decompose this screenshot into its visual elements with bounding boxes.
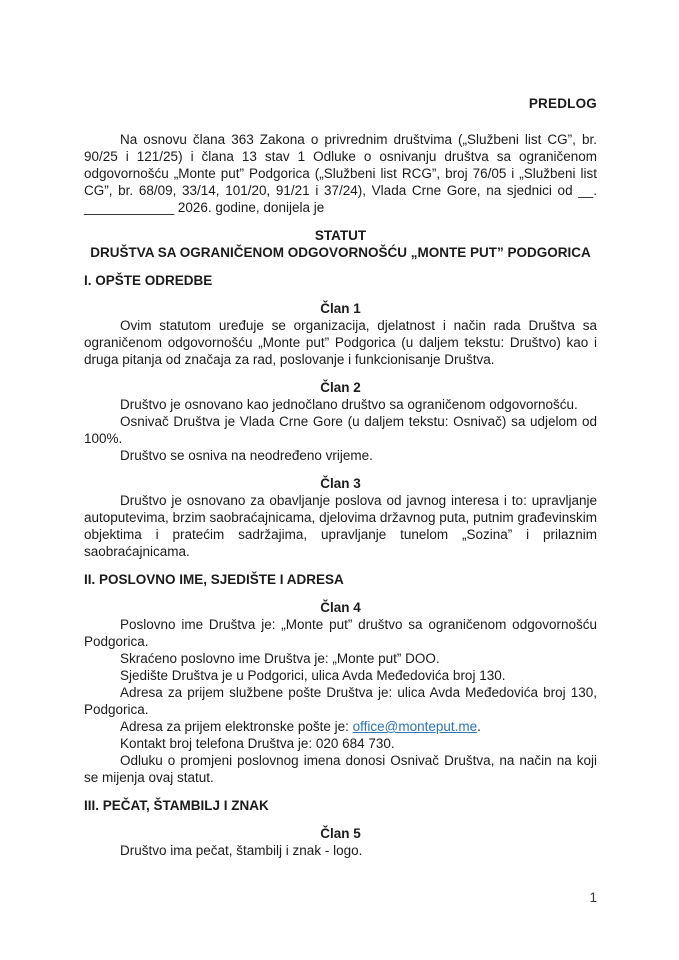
article-clan-4-paragraph-1: Poslovno ime Društva je: „Monte put” društvo sa ograničenom odgovornošću Podgorica.: [84, 617, 597, 649]
article-heading-clan-2: Član 2: [320, 380, 361, 395]
article-clan-4-paragraph-2: Skraćeno poslovno ime Društva je: „Monte put” DOO.: [120, 651, 440, 666]
section-heading-poslovno-ime: II. POSLOVNO IME, SJEDIŠTE I ADRESA: [84, 572, 344, 587]
document-title: [84, 227, 597, 261]
document-title-line1: STATUT: [314, 228, 367, 243]
article-clan-5-paragraph-1: Društvo ima pečat, štambilj i znak - logo.: [120, 843, 363, 858]
email-link[interactable]: office@monteput.me: [352, 719, 478, 734]
article-heading-clan-3: Član 3: [320, 476, 361, 491]
article-clan-3-paragraph-1: Društvo je osnovano za obavljanje poslova od javnog interesa i to: upravljanje autoputevima, brzim saobraćajnicama, djelovima državnog puta, putnim građevinskim objektima i pratećim sadržajima, upravljanje tunelom „Sozina” i prilaznim saobraćajnicama.: [84, 493, 597, 559]
article-clan-4-paragraph-4: Adresa za prijem službene pošte Društva je: ulica Avda Međedovića broj 130, Podgorica.: [84, 685, 597, 717]
page-number: 1: [589, 890, 597, 905]
email-paragraph-prefix: Adresa za prijem elektronske pošte je:: [120, 719, 353, 734]
article-clan-4-paragraph-3: Sjedište Društva je u Podgorici, ulica Avda Međedovića broj 130.: [120, 668, 506, 683]
predlog-label: PREDLOG: [528, 96, 597, 111]
article-heading-clan-5: Član 5: [320, 826, 361, 841]
article-clan-1-paragraph-1: Ovim statutom uređuje se organizacija, djelatnost i način rada Društva sa ograničenom odgovornošću „Monte put” Podgorica (u daljem tekstu: Društvo) kao i druga pitanja od značaja za rad, poslovanje i funkcionisanje Društva.: [84, 318, 597, 367]
article-clan-2-paragraph-3: Društvo se osniva na neodređeno vrijeme.: [120, 448, 373, 463]
article-clan-2-paragraph-2: Osnivač Društva je Vlada Crne Gore (u daljem tekstu: Osnivač) sa udjelom od 100%.: [84, 414, 597, 446]
article-heading-clan-4: Član 4: [320, 600, 361, 615]
email-paragraph-suffix: .: [477, 719, 481, 734]
preamble-paragraph: Na osnovu člana 363 Zakona o privrednim društvima („Službeni list CG”, br. 90/25 i 121/25) i člana 13 stav 1 Odluke o osnivanju društva sa ograničenom odgovornošću „Monte put” Podgorica („Službeni list RCG”, broj 76/05 i „Službeni list CG”, br. 68/09, 33/14, 101/20, 91/21 i 37/24), Vlada Crne Gore, na sjednici od __. ____________ 2026. godine, donijela je: [84, 132, 597, 215]
section-heading-pecat-stambilj-znak: III. PEČAT, ŠTAMBILJ I ZNAK: [84, 798, 269, 813]
document-title-line2: DRUŠTVA SA OGRANIČENOM ODGOVORNOŠĆU „MONTE PUT” PODGORICA: [90, 245, 591, 260]
article-clan-4-paragraph-7: Odluku o promjeni poslovnog imena donosi Osnivač Društva, na način na koji se mijenja ovaj statut.: [84, 753, 597, 785]
article-heading-clan-1: Član 1: [320, 301, 361, 316]
section-heading-opste-odredbe: I. OPŠTE ODREDBE: [84, 273, 213, 288]
article-clan-4-paragraph-email: [84, 718, 597, 735]
article-clan-4-paragraph-6: Kontakt broj telefona Društva je: 020 684 730.: [120, 736, 395, 751]
article-clan-2-paragraph-1: Društvo je osnovano kao jednočlano društvo sa ograničenom odgovornošću.: [120, 397, 578, 412]
